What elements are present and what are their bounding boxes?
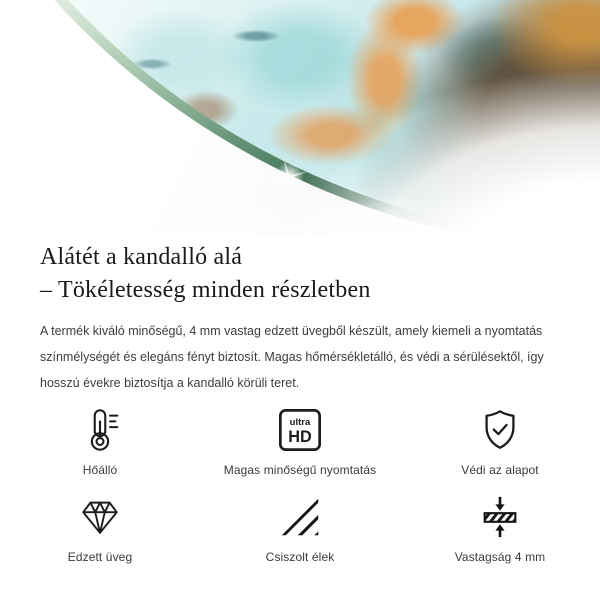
shield-check-icon (476, 406, 524, 454)
page-title (40, 241, 560, 307)
sparkle-glow (270, 158, 307, 195)
feature-polished-edges (200, 493, 400, 564)
feature-label: Hőálló (82, 463, 118, 477)
feature-label: Csiszolt élek (265, 550, 335, 564)
features-grid (0, 406, 600, 564)
diamond-icon (76, 493, 124, 541)
ultra-hd-text-top: ultra (289, 417, 311, 429)
ultra-hd-text-bottom: HD (288, 427, 312, 446)
feature-tempered-glass (0, 493, 200, 564)
feature-protects-base (400, 406, 600, 477)
feature-label: Védi az alapot (461, 463, 539, 477)
feature-print-quality (200, 406, 400, 477)
page-title-line2: – Tökéletesség minden részletben (40, 277, 371, 303)
hero-image (0, 0, 600, 235)
ultra-hd-icon (276, 406, 324, 454)
thickness-icon (476, 493, 524, 541)
page-title-line1: Alátét a kandalló alá (40, 244, 243, 270)
feature-label: Vastagság 4 mm (454, 550, 546, 564)
feature-thickness (400, 493, 600, 564)
polished-edge-icon (276, 493, 324, 541)
feature-label: Edzett üveg (67, 550, 133, 564)
feature-heat-resistant (0, 406, 200, 477)
thermometer-icon (76, 406, 124, 454)
product-description: A termék kiváló minőségű, 4 mm vastag edzett üvegből készült, amely kiemeli a nyomtatás színmélységét és elegáns fényt biztosít. Magas hőmérsékletálló, és védi a sérülésektől, így hosszú évekre biztosítja a kandalló körüli teret. (40, 324, 544, 390)
feature-label: Magas minőségű nyomtatás (223, 463, 377, 477)
